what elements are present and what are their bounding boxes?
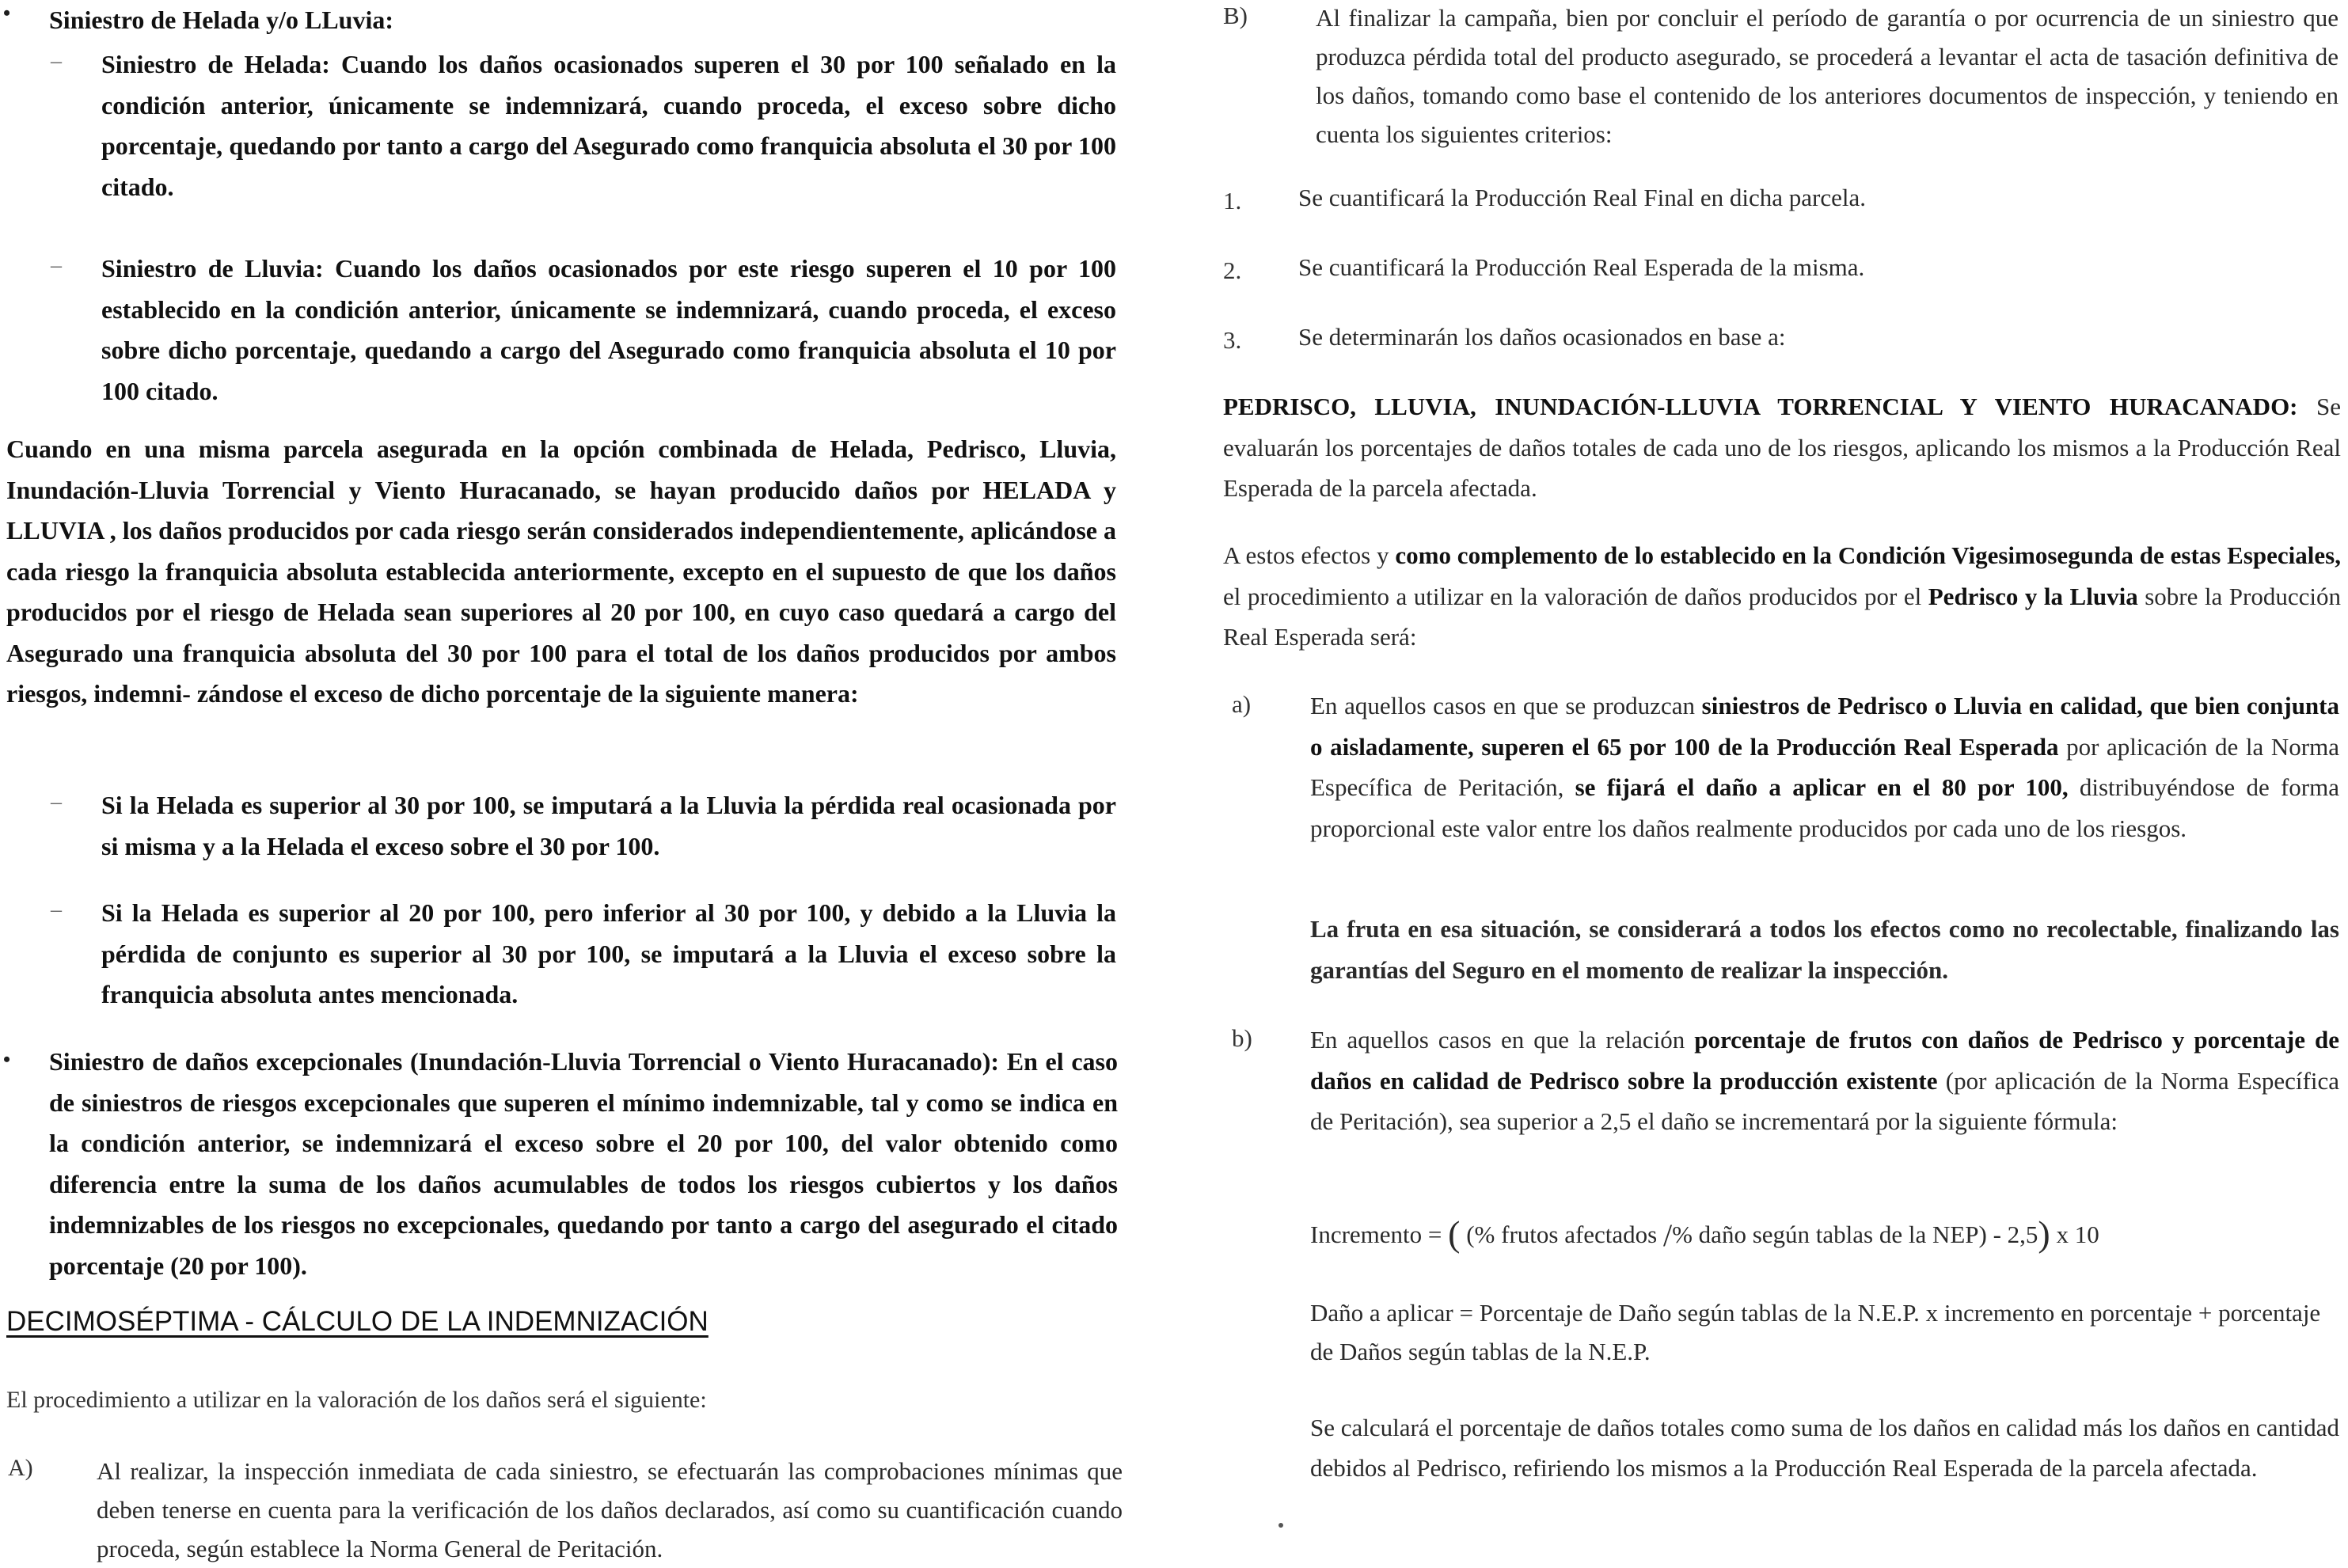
final-paragraph: Se calculará el porcentaje de daños totales como suma de los daños en calidad más los daños en cantidad debidos al Pedrisco, refiriendo los mismos a la Producción Real Esperada de la parcela afectada. [1310, 1414, 2339, 1482]
formula-numerator: (% frutos afectados [1460, 1221, 1663, 1248]
dash-marker: – [51, 790, 62, 814]
efectos-bold-2: Pedrisco y la Lluvia [1928, 582, 2138, 610]
fruta-no-recolectable-note: La fruta en esa situación, se considerará a todos los efectos como no recolectable, finalizando las garantías del Seguro en el momento de realizar la inspección. [1310, 915, 2339, 984]
formula-close-paren: ) [2038, 1213, 2050, 1254]
calidad-65-text [1310, 685, 2339, 849]
calidad-bold-1: siniestros de Pedrisco o Lluvia en calidad, que bien conjunta o aisladamente, superen el 65 por 100 de la Producción Real Esperada [1310, 692, 2339, 761]
dash-marker: – [51, 253, 62, 278]
calidad-text-3: distribuyéndose de forma proporcional este valor entre los daños realmente producidos por cada uno de los riesgos. [1310, 773, 2339, 842]
formula-prefix: Incremento = [1310, 1221, 1449, 1248]
pedrisco-text: Se evaluarán los porcentajes de daños totales de cada uno de los riesgos, aplicando los mismos a la Producción Real Esperada de la parcela afectada. [1223, 393, 2341, 502]
criterion-number-2: 2. [1223, 256, 1242, 284]
dano-aplicar-formula: Daño a aplicar = Porcentaje de Daño según tablas de la N.E.P. x incremento en porcentaje + porcentaje de Daños según tablas de la N.E.P. [1310, 1299, 2321, 1365]
item-letter-a: A) [8, 1455, 33, 1481]
incremento-formula [1310, 1213, 2099, 1255]
helada-clause: Siniestro de Helada: Cuando los daños ocasionados superen el 30 por 100 señalado en la condición anterior, únicamente se indemnizará, cuando proceda, el exceso sobre dicho porcentaje, quedando por tanto a cargo del Asegurado como franquicia absoluta el 30 por 100 citado. [101, 50, 1116, 201]
efectos-text-3: sobre la Producción Real Esperada será: [1223, 582, 2342, 651]
helada-20-30-clause: Si la Helada es superior al 20 por 100, pero inferior al 30 por 100, y debido a la Lluvia la pérdida de conjunto es superior al 30 por 100, se imputará a la Lluvia el exceso sobre la franquicia absoluta antes mencionada. [101, 898, 1116, 1008]
helada-over-30-clause: Si la Helada es superior al 30 por 100, se imputará a la Lluvia la pérdida real ocasionada por si misma y a la Helada el exceso sobre el 30 por 100. [101, 791, 1116, 860]
lluvia-clause: Siniestro de Lluvia: Cuando los daños ocasionados por este riesgo superen el 10 por 100 establecido en la condición anterior, únicamente se indemnizará, cuando proceda, el exceso sobre dicho porcentaje, quedando a cargo del Asegurado como franquicia absoluta el 10 por 100 citado. [101, 254, 1116, 405]
final-campaign-text: Al finalizar la campaña, bien por concluir el período de garantía o por ocurrencia de un siniestro que produzca pérdida total del producto asegurado, se procederá a levantar el acta de tasación definitiva de los daños, tomando como base el contenido de los anteriores documentos de inspección, y teniendo en cuenta los siguientes criterios: [1316, 4, 2339, 148]
dash-marker: – [51, 49, 62, 74]
scan-speck [1278, 1523, 1283, 1528]
calidad-bold-2: se fijará el daño a aplicar en el 80 por 100, [1575, 773, 2069, 801]
bullet-helada-lluvia-title: Siniestro de Helada y/o LLuvia: [49, 6, 394, 34]
efectos-paragraph [1223, 535, 2341, 658]
criterion-text-2: Se cuantificará la Producción Real Esperada de la misma. [1298, 253, 1865, 281]
criterion-text-1: Se cuantificará la Producción Real Final en dicha parcela. [1298, 184, 1866, 211]
efectos-text-2: el procedimiento a utilizar en la valoración de daños producidos por el [1223, 582, 1928, 610]
item-letter-a-lower: a) [1232, 690, 1252, 718]
procedure-intro: El procedimiento a utilizar en la valoración de los daños será el siguiente: [6, 1387, 707, 1413]
item-letter-b: B) [1223, 2, 1248, 29]
combined-option-paragraph: Cuando en una misma parcela asegurada en la opción combinada de Helada, Pedrisco, Lluvia, Inundación-Lluvia Torrencial y Viento Huracanado, se hayan producido daños por HELADA y LLUVIA , los daños producidos por cada riesgo serán considerados independientemente, aplicándose a cada riesgo la franquicia absoluta establecida anteriormente, excepto en el supuesto de que los daños producidos por el riesgo de Helada sean superiores al 20 por 100, en cuyo caso quedará a cargo del Asegurado una franquicia absoluta del 30 por 100 para el total de los daños producidos por ambos riesgos, indemni- zándose el exceso de dicho porcentaje de la siguiente manera: [6, 435, 1116, 708]
calidad-text-2: por aplicación de la Norma Específica de Peritación, [1310, 732, 2339, 801]
frutos-bold-1: porcentaje de frutos con daños de Pedrisco y porcentaje de daños en calidad de Pedrisco sobre la producción existente [1310, 1026, 2339, 1095]
section-heading: DECIMOSÉPTIMA - CÁLCULO DE LA INDEMNIZACIÓN [6, 1306, 709, 1337]
item-letter-b-lower: b) [1232, 1024, 1252, 1052]
efectos-text-1: A estos efectos y [1223, 541, 1396, 569]
formula-slash: / [1662, 1217, 1673, 1253]
inspection-item-text: Al realizar, la inspección inmediata de cada siniestro, se efectuarán las comprobaciones mínimas que deben tenerse en cuenta para la verificación de los daños declarados, así como su cuantificación cuando proceda, según establece la Norma General de Peritación. [97, 1457, 1123, 1562]
formula-suffix: x 10 [2050, 1221, 2099, 1248]
criterion-number-1: 1. [1223, 187, 1242, 215]
frutos-text-2: (por aplicación de la Norma Específica de Peritación), sea superior a 2,5 el daño se incrementará por la siguiente fórmula: [1310, 1066, 2339, 1135]
criterion-number-3: 3. [1223, 326, 1242, 354]
formula-open-paren: ( [1448, 1213, 1461, 1254]
bullet-marker: • [3, 1048, 11, 1071]
formula-denominator: % daño según tablas de la NEP) - 2,5 [1672, 1221, 2038, 1248]
excepcionales-clause: Siniestro de daños excepcionales (Inundación-Lluvia Torrencial o Viento Huracanado): En el caso de siniestros de riesgos excepcionales que superen el mínimo indemnizable, tal y como se indica en la condición anterior, se indemnizará el exceso sobre el 20 por 100, del valor obtenido como diferencia entre la suma de los daños acumulables de todos los riesgos cubiertos y los daños indemnizables de los riesgos no excepcionales, quedando por tanto a cargo del asegurado el citado porcentaje (20 por 100). [49, 1047, 1118, 1280]
efectos-bold-1: como complemento de lo establecido en la Condición Vigesimosegunda de estas Especiales, [1395, 541, 2341, 569]
frutos-text-1: En aquellos casos en que la relación [1310, 1026, 1695, 1054]
calidad-text-1: En aquellos casos en que se produzcan [1310, 692, 1702, 719]
dash-marker: – [51, 898, 62, 922]
bullet-marker: • [3, 2, 11, 25]
pedrisco-risks-label: PEDRISCO, LLUVIA, INUNDACIÓN-LLUVIA TORRENCIAL Y VIENTO HURACANADO: [1223, 393, 2298, 420]
criterion-text-3: Se determinarán los daños ocasionados en base a: [1298, 323, 1786, 351]
frutos-relacion-text [1310, 1019, 2339, 1142]
pedrisco-paragraph [1223, 386, 2341, 509]
